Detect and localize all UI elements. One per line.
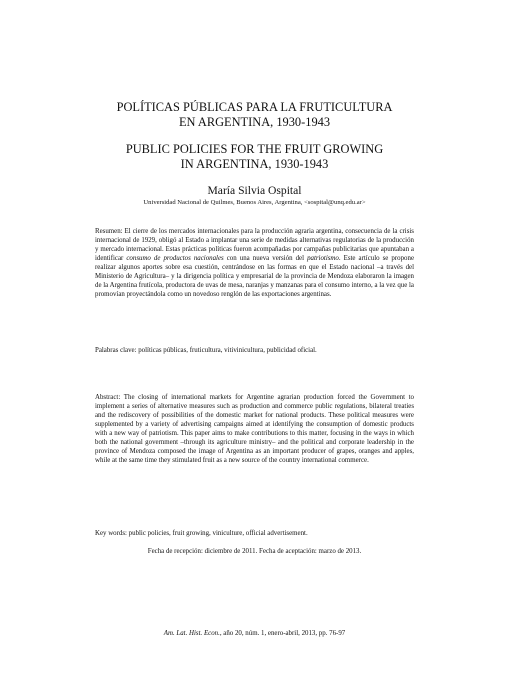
author-affiliation: Universidad Nacional de Quilmes, Buenos Aires, Argentina, <sospital@unq.edu.ar>	[143, 199, 366, 206]
abstract-paragraph: Abstract: The closing of international markets for Argentine agrarian production forced the Government to implement a series of alternative measures such as production and commerce public regulations, bilateral treaties and the rediscovery of possibilities of the domestic market for national products. These political measures were supplemented by a variety of advertising campaigns aimed at identifying the consumption of domestic products with a new way of patriotism. This paper aims to make contributions to this matter, focusing in the ways in which both the national government –through its agriculture ministry– and the political and corporate leadership in the province of Mendoza composed the image of Argentina as an important producer of grapes, oranges and apples, while at the same time they stimulated fruit as a new source of the country international commerce.	[95, 394, 414, 465]
journal-name: Am. Lat. Hist. Econ.	[163, 630, 220, 637]
english-title	[60, 142, 449, 171]
journal-citation-footer	[60, 630, 449, 637]
author-name: María Silvia Ospital	[207, 184, 302, 197]
spanish-title-line-2: EN ARGENTINA, 1930-1943	[178, 114, 331, 129]
resumen-italic-2: patriotismo	[307, 255, 339, 263]
palabras-clave: Palabras clave: políticas públicas, fruticultura, vitivinicultura, publicidad oficial.	[95, 347, 317, 354]
resumen-text-1: Resumen: El cierre de los mercados internacionales para la producción agraria argentina, consecuencia de la crisis internacional de 1929, obligó al Estado a implantar una serie de medidas alternativas regulatorias de la producción y mercado internacional. Estas prácticas políticas fueron acompañadas por campañas publicitarias que apuntaban a identificar	[95, 228, 414, 263]
english-title-line-2: IN ARGENTINA, 1930-1943	[180, 156, 329, 171]
resumen-text-2: con una nueva versión del	[223, 255, 308, 263]
resumen-paragraph	[95, 227, 414, 299]
resumen-text-3: . Este artículo se propone realizar algunos aportes sobre esa cuestión, centrándose en las formas en que el Estado nacional –a través del Ministerio de Agricultura– y la dirigencia política y empresarial de la provincia de Mendoza elaboraron la imagen de la Argentina frutícola, productora de uvas de mesa, naranjas y manzanas para el consumo interno, a la vez que la promovían proyectándola como un novedoso renglón de las exportaciones argentinas.	[95, 255, 414, 299]
journal-issue-pages: , año 20, núm. 1, enero-abril, 2013, pp. 76-97	[219, 630, 346, 637]
spanish-title	[60, 100, 449, 129]
key-words: Key words: public policies, fruit growing, viniculture, official advertisement.	[95, 530, 308, 537]
reception-dates: Fecha de recepción: diciembre de 2011. Fecha de aceptación: marzo de 2013.	[147, 548, 362, 555]
english-title-line-1: PUBLIC POLICIES FOR THE FRUIT GROWING	[125, 142, 384, 156]
resumen-italic-1: consumo de productos nacionales	[126, 255, 224, 263]
spanish-title-line-1: POLÍTICAS PÚBLICAS PARA LA FRUTICULTURA	[116, 100, 393, 114]
